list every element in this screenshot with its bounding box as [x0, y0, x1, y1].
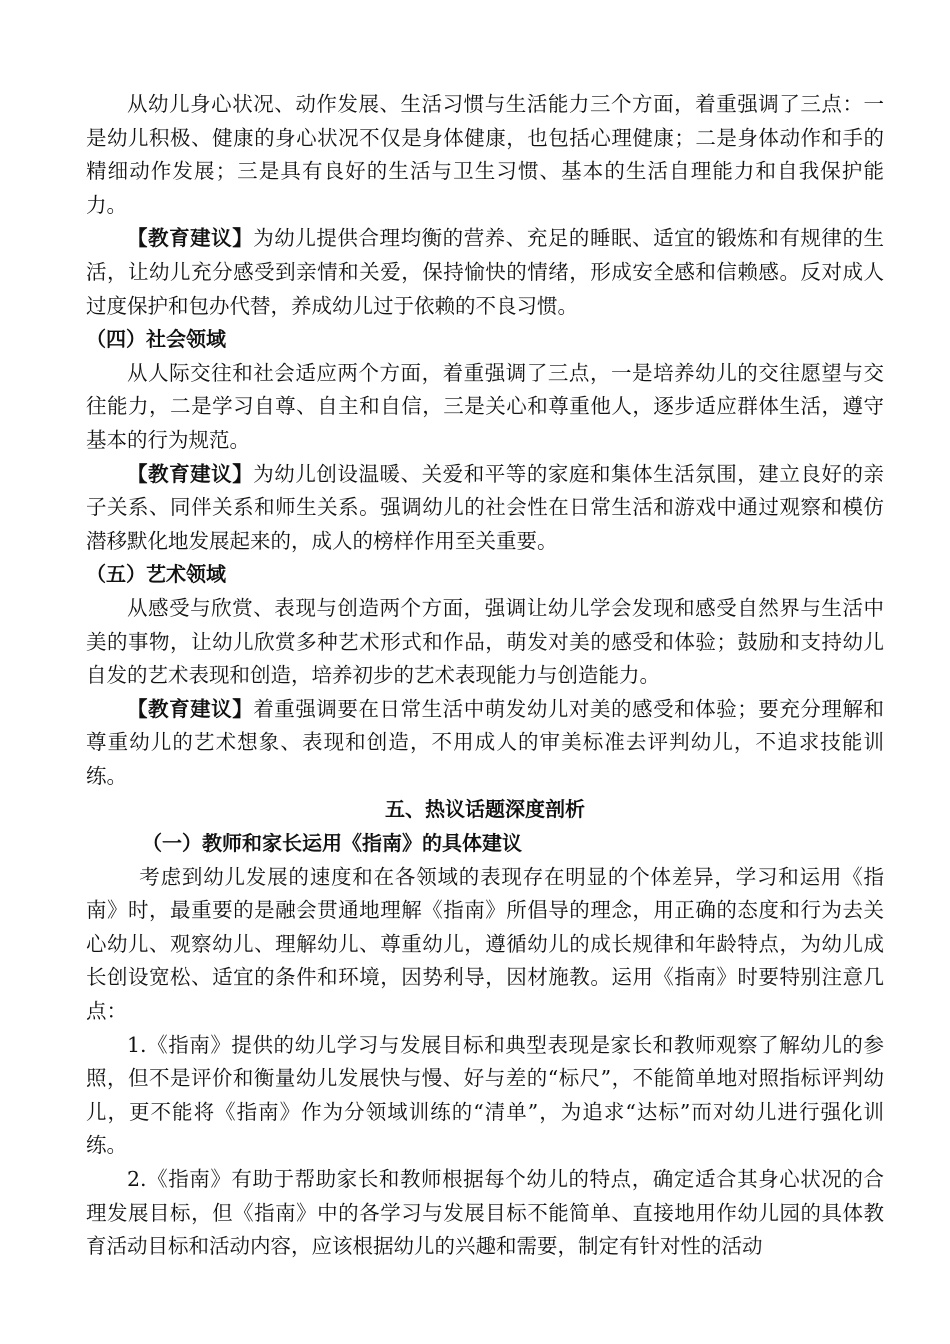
art-advice-label: 【教育建议】	[127, 696, 254, 721]
health-advice-paragraph	[86, 222, 884, 323]
social-advice-text: 为幼儿创设温暖、关爱和平等的家庭和集体生活氛围，建立良好的亲子关系、同伴关系和师生关系。强调幼儿的社会性在日常生活和游戏中通过观察和模仿潜移默化地发展起来的，成人的榜样作用至关重要。	[86, 461, 885, 553]
section-five-subheading: （一）教师和家长运用《指南》的具体建议	[142, 831, 522, 856]
list-item: 2.《指南》有助于帮助家长和教师根据每个幼儿的特点，确定适合其身心状况的合理发展目标，但《指南》中的各学习与发展目标不能简单、直接地用作幼儿园的具体教育活动目标和活动内容，应该根据幼儿的兴趣和需要，制定有针对性的活动	[86, 1167, 884, 1259]
social-advice-label: 【教育建议】	[127, 461, 254, 486]
health-advice-label: 【教育建议】	[127, 226, 254, 251]
art-summary-paragraph: 从感受与欣赏、表现与创造两个方面，强调让幼儿学会发现和感受自然界与生活中美的事物，让幼儿欣赏多种艺术形式和作品，萌发对美的感受和体验；鼓励和支持幼儿自发的艺术表现和创造，培养初步的艺术表现能力与创造能力。	[86, 595, 884, 688]
list-item: 1.《指南》提供的幼儿学习与发展目标和典型表现是家长和教师观察了解幼儿的参照，但不是评价和衡量幼儿发展快与慢、好与差的“标尺”，不能简单地对照指标评判幼儿，更不能将《指南》作为分领域训练的“清单”，为追求“达标”而对幼儿进行强化训练。	[86, 1032, 884, 1158]
section-five-title: 五、热议话题深度剖析	[385, 797, 585, 822]
social-domain-heading: （四）社会领域	[86, 327, 226, 352]
art-domain-heading: （五）艺术领域	[86, 562, 226, 587]
social-summary-paragraph: 从人际交往和社会适应两个方面，着重强调了三点，一是培养幼儿的交往愿望与交往能力，二是学习自尊、自主和自信，三是关心和尊重他人，逐步适应群体生活，遵守基本的行为规范。	[86, 360, 884, 452]
social-advice-paragraph	[86, 458, 884, 559]
art-advice-paragraph	[86, 693, 884, 794]
document-page	[86, 88, 884, 1264]
section-five-intro-paragraph: 考虑到幼儿发展的速度和在各领域的表现存在明显的个体差异，学习和运用《指南》时，最重要的是融会贯通地理解《指南》所倡导的理念，用正确的态度和行为去关心幼儿、观察幼儿、理解幼儿、尊重幼儿，遵循幼儿的成长规律和年龄特点，为幼儿成长创设宽松、适宜的条件和环境，因势利导，因材施教。运用《指南》时要特别注意几点：	[86, 864, 884, 1024]
art-advice-text: 着重强调要在日常生活中萌发幼儿对美的感受和体验；要充分理解和尊重幼儿的艺术想象、表现和创造，不用成人的审美标准去评判幼儿，不追求技能训练。	[86, 696, 885, 788]
health-advice-text: 为幼儿提供合理均衡的营养、充足的睡眠、适宜的锻炼和有规律的生活，让幼儿充分感受到亲情和关爱，保持愉快的情绪，形成安全感和信赖感。反对成人过度保护和包办代替，养成幼儿过于依赖的不良习惯。	[86, 226, 885, 318]
health-summary-paragraph: 从幼儿身心状况、动作发展、生活习惯与生活能力三个方面，着重强调了三点：一是幼儿积极、健康的身心状况不仅是身体健康，也包括心理健康；二是身体动作和手的精细动作发展；三是具有良好的生活与卫生习惯、基本的生活自理能力和自我保护能力。	[86, 92, 884, 217]
